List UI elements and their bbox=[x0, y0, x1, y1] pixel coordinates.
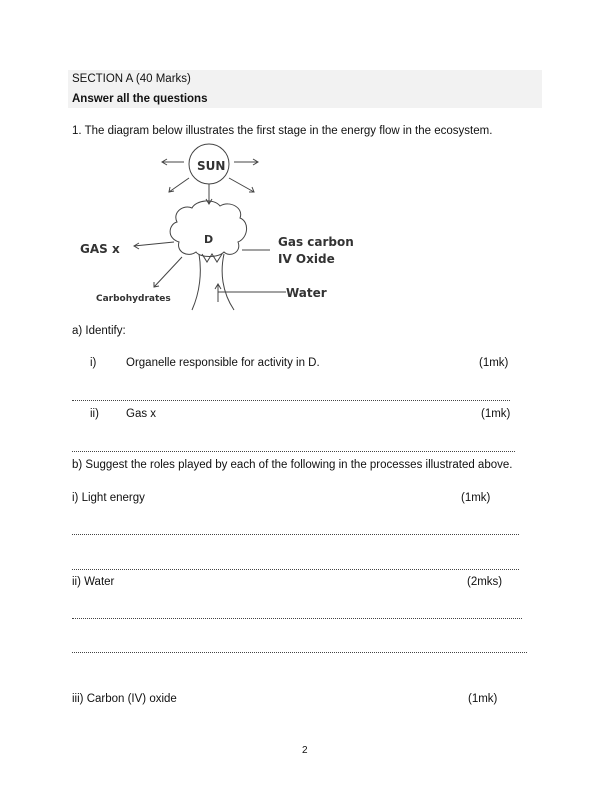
svg-text:Gas carbon: Gas carbon bbox=[278, 235, 354, 249]
page-number: 2 bbox=[302, 745, 308, 756]
item-marks: (1mk) bbox=[461, 492, 491, 504]
answer-line[interactable] bbox=[72, 652, 527, 653]
item-text: i) Light energy bbox=[72, 492, 145, 504]
item-text: iii) Carbon (IV) oxide bbox=[72, 693, 177, 705]
item-marks: (1mk) bbox=[481, 408, 511, 420]
tree-crown-icon bbox=[170, 201, 246, 257]
instruction: Answer all the questions bbox=[72, 93, 208, 105]
part-b-title: b) Suggest the roles played by each of the following in the processes illustrated above. bbox=[72, 459, 513, 471]
answer-line[interactable] bbox=[72, 569, 519, 570]
energy-flow-diagram bbox=[74, 142, 364, 317]
item-marks: (2mks) bbox=[467, 576, 503, 588]
svg-text:GAS x: GAS x bbox=[80, 242, 120, 256]
answer-line[interactable] bbox=[72, 451, 515, 452]
item-number: ii) bbox=[90, 408, 99, 420]
item-text: Gas x bbox=[126, 408, 157, 420]
svg-text:SUN: SUN bbox=[197, 159, 226, 173]
svg-text:IV Oxide: IV Oxide bbox=[278, 252, 335, 266]
svg-text:Water: Water bbox=[286, 286, 327, 300]
part-a-title: a) Identify: bbox=[72, 325, 126, 337]
answer-line[interactable] bbox=[72, 534, 519, 535]
answer-line[interactable] bbox=[72, 400, 510, 401]
section-heading: SECTION A (40 Marks) bbox=[72, 73, 191, 85]
item-number: i) bbox=[90, 357, 97, 369]
item-text: Organelle responsible for activity in D. bbox=[126, 357, 320, 369]
item-marks: (1mk) bbox=[468, 693, 498, 705]
answer-line[interactable] bbox=[72, 618, 522, 619]
item-text: ii) Water bbox=[72, 576, 115, 588]
item-marks: (1mk) bbox=[479, 357, 509, 369]
svg-text:D: D bbox=[204, 233, 214, 246]
question-stem: 1. The diagram below illustrates the first stage in the energy flow in the ecosystem. bbox=[72, 125, 493, 137]
svg-text:Carbohydrates: Carbohydrates bbox=[96, 294, 171, 304]
